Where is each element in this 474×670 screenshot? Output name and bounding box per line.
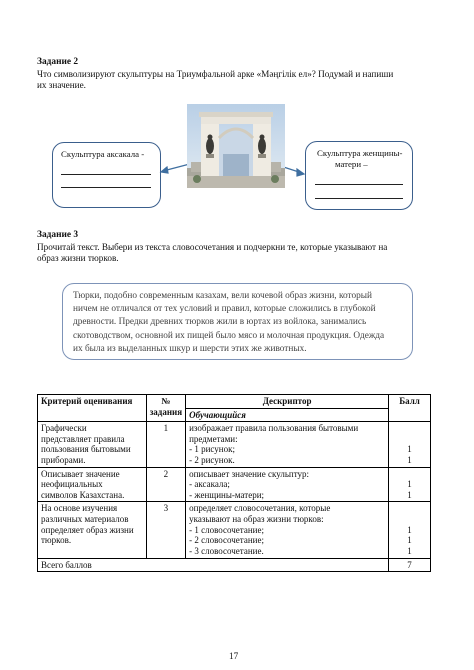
task-number-cell: 2 bbox=[146, 467, 185, 502]
total-label: Всего баллов bbox=[38, 558, 389, 572]
score-cell: 1 1 bbox=[389, 422, 431, 467]
total-value: 7 bbox=[389, 558, 431, 572]
header-criterion: Критерий оценивания bbox=[38, 395, 147, 422]
left-arrowhead bbox=[161, 167, 168, 173]
task3-title: Задание 3 bbox=[37, 230, 79, 240]
task-number-cell: 1 bbox=[146, 422, 185, 467]
task2-question-line1: Что символизируют скульптуры на Триумфальной арке «Мәңгілік ел»? Подумай и напиши bbox=[37, 69, 394, 79]
score-cell: 1 1 bbox=[389, 467, 431, 502]
table-row bbox=[38, 422, 431, 467]
header-score: Балл bbox=[389, 395, 431, 422]
table-header-row bbox=[38, 395, 431, 409]
task2-question-line2: их значение. bbox=[37, 80, 86, 90]
criterion-cell: Графически представляет правила пользования бытовыми приборами. bbox=[38, 422, 147, 467]
score-cell: 1 1 1 bbox=[389, 502, 431, 558]
reading-text-line[interactable]: их была из выделанных шкур и шерсти этих же животных. bbox=[73, 343, 307, 354]
descriptor-cell: определяет словосочетания, которые указывают на образ жизни тюрков: - 1 словосочетание; - 2 словосочетание; - 3 словосочетание. bbox=[186, 502, 389, 558]
page-number: 17 bbox=[229, 651, 239, 661]
criterion-cell: Описывает значение неофициальных символов Казахстана. bbox=[38, 467, 147, 502]
reading-text-line[interactable]: древности. Предки древних тюрков жили в юртах из войлока, занимались bbox=[73, 317, 367, 328]
right-arrowhead bbox=[297, 169, 304, 176]
total-row bbox=[38, 558, 431, 572]
task2-title: Задание 2 bbox=[37, 57, 79, 67]
table-row bbox=[38, 502, 431, 558]
descriptor-cell: описывает значение скульптур: - аксакала; - женщины-матери; bbox=[186, 467, 389, 502]
task-number-cell: 3 bbox=[146, 502, 185, 558]
criterion-cell: На основе изучения различных материалов определяет образ жизни тюрков. bbox=[38, 502, 147, 558]
table-row bbox=[38, 467, 431, 502]
right-bubble-line1: Скульптура женщины- bbox=[317, 148, 403, 158]
descriptor-cell: изображает правила пользования бытовыми предметами: - 1 рисунок; - 2 рисунок. bbox=[186, 422, 389, 467]
task3-instruction-line2: образ жизни тюрков. bbox=[37, 253, 119, 263]
left-bubble-label: Скульптура аксакала - bbox=[61, 149, 145, 159]
learner-label: Обучающийся bbox=[186, 408, 389, 422]
right-bubble-line2: матери – bbox=[335, 159, 368, 169]
reading-text-line[interactable]: скотоводством, основной их пищей было мясо и молочная продукция. Одежда bbox=[73, 330, 385, 341]
triumphal-arch-photo bbox=[187, 104, 285, 188]
reading-text-line[interactable]: Тюрки, подобно современным казахам, вели кочевой образ жизни, который bbox=[73, 291, 372, 301]
assessment-table bbox=[37, 394, 431, 572]
header-task-number: № задания bbox=[146, 395, 185, 422]
reading-text-line[interactable]: ничем не отличался от тех условий и правил, которые сложились в глубокой bbox=[73, 304, 376, 315]
header-descriptor: Дескриптор bbox=[186, 395, 389, 409]
reading-text-box bbox=[62, 283, 413, 360]
task3-instruction-line1: Прочитай текст. Выбери из текста словосочетания и подчеркни те, которые указывают на bbox=[37, 242, 388, 252]
